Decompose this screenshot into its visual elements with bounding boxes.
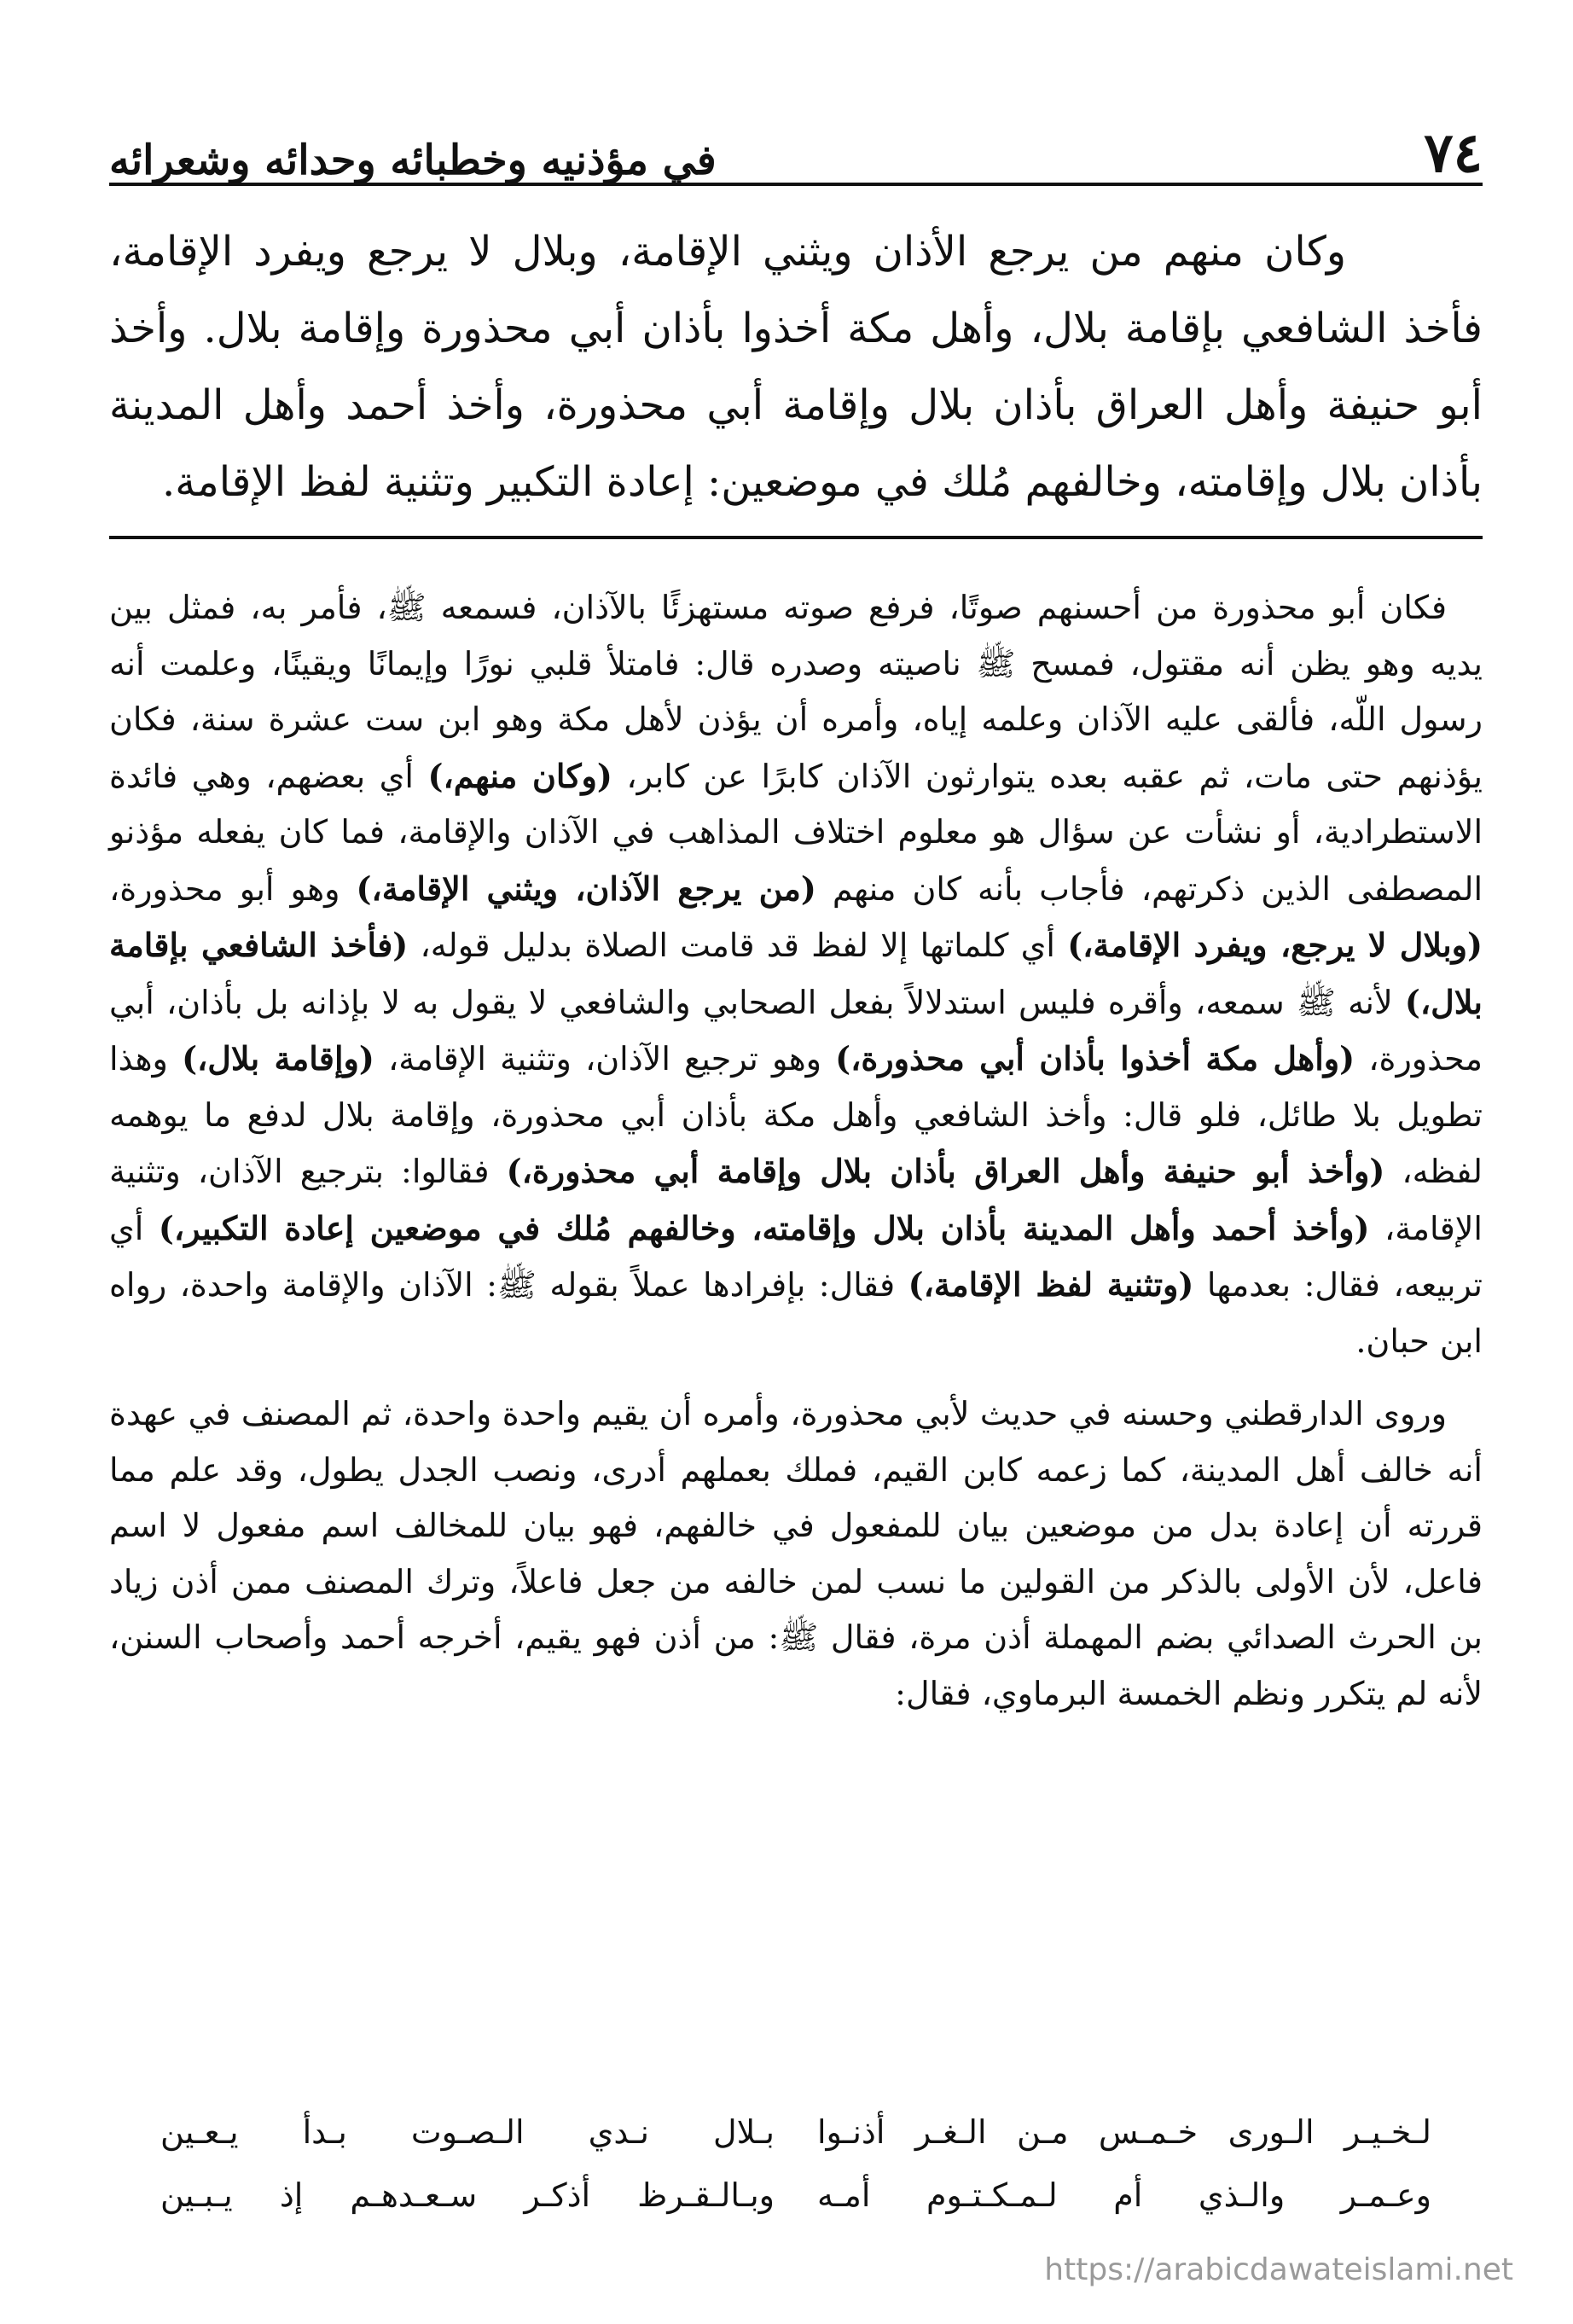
verse-1-second-hemistich: بـلال نـدي الـصـوت بـدأ يـعـين bbox=[160, 2113, 775, 2151]
commentary-segment: فقال: بإفرادها عملاً بقوله ﷺ: الآذان والإقامة واحدة، رواه ابن حبان. bbox=[109, 1266, 1483, 1360]
poem-verse-1 bbox=[109, 2100, 1483, 2164]
sharh-paragraph-2 bbox=[109, 1386, 1483, 1722]
quoted-matn-segment: (من يرجع الآذان، ويثني الإقامة،) bbox=[356, 869, 816, 908]
running-title: في مؤذنيه وخطبائه وحدائه وشعرائه bbox=[109, 137, 717, 184]
quoted-matn-segment: (وأهل مكة أخذوا بأذان أبي محذورة،) bbox=[835, 1039, 1355, 1078]
verse-2-first-hemistich: وعـمـر والـذي أم لـمـكـتـوم أمـه bbox=[817, 2176, 1431, 2214]
quoted-matn-segment: (وإقامة بلال،) bbox=[182, 1039, 374, 1078]
header-rule bbox=[109, 183, 1483, 186]
commentary-segment: أي بعضهم، وهي فائدة الاستطرادية، أو نشأت عن سؤال هو معلوم اختلاف المذاهب في الآذان والإقامة، فما كان يفعله مؤذنو المصطفى الذين ذكرتهم، فأجاب بأنه كان منهم bbox=[109, 757, 1483, 908]
verse-1-first-hemistich: لـخـيـر الـورى خـمـس مـن الـغـر أذنـوا bbox=[817, 2113, 1431, 2151]
commentary-segment: فقالوا: بترجيع الآذان، وتثنية الإقامة، bbox=[109, 1153, 1483, 1247]
quoted-matn-segment: (وبلال لا يرجع، ويفرد الإقامة،) bbox=[1067, 926, 1483, 964]
poem bbox=[109, 2100, 1483, 2227]
quoted-matn-segment: (فأخذ الشافعي بإقامة بلال،) bbox=[109, 926, 1483, 1021]
commentary-segment: أي تربيعه، فقال: بعدمها bbox=[109, 1209, 1483, 1304]
poem-verse-2 bbox=[109, 2164, 1483, 2227]
quoted-matn-segment: (وكان منهم،) bbox=[427, 756, 612, 795]
matn-text bbox=[109, 213, 1483, 520]
verse-2-second-hemistich: وبـالـقـرظ أذكـر سـعـدهـم إذ يـبـين bbox=[160, 2176, 775, 2214]
page-number: ٧٤ bbox=[1424, 121, 1483, 185]
quoted-matn-segment: (وأخذ أبو حنيفة وأهل العراق بأذان بلال وإقامة أبي محذورة،) bbox=[506, 1152, 1385, 1190]
matn-paragraph: وكان منهم من يرجع الأذان ويثني الإقامة، وبلال لا يرجع ويفرد الإقامة، فأخذ الشافعي بإقامة بلال، وأهل مكة أخذوا بأذان أبي محذورة وإقامة بلال. وأخذ أبو حنيفة وأهل العراق بأذان بلال وإقامة أبي محذورة، وأخذ أحمد وأهل المدينة بأذان بلال وإقامته، وخالفهم مُلك في موضعين: إعادة التكبير وتثنية لفظ الإقامة. bbox=[109, 228, 1483, 506]
commentary-segment: أي كلماتها إلا لفظ قد قامت الصلاة بدليل قوله، bbox=[408, 927, 1068, 964]
commentary-segment: وهو ترجيع الآذان، وتثنية الإقامة، bbox=[374, 1040, 836, 1078]
commentary-segment: فكان أبو محذورة من أحسنهم صوتًا، فرفع صوته مستهزئًا بالآذان، فسمعه ﷺ، فأمر به، فمثل بين يديه وهو يظن أنه مقتول، فمسح ﷺ ناصيته وصدره قال: فامتلأ قلبي نورًا وإيمانًا ويقينًا، وعلمت أنه رسول اللّه، فألقى عليه الآذان وعلمه إياه، وأمره أن يؤذن لأهل مكة وهو ابن ست عشرة سنة، فكان يؤذنهم حتى مات، ثم عقبه بعده يتوارثون الآذان كابرًا عن كابر، bbox=[109, 589, 1483, 795]
website-watermark: https://arabicdawateislami.net bbox=[1044, 2252, 1513, 2287]
sharh-text bbox=[109, 580, 1483, 1722]
sharh-paragraph-2-text: وروى الدارقطني وحسنه في حديث لأبي محذورة، وأمره أن يقيم واحدة واحدة، ثم المصنف في عهدة أنه خالف أهل المدينة، كما زعمه كابن القيم، فملك بعملهم أدرى، ونصب الجدل يطول، وقد علم مما قررته أن إعادة بدل من موضعين بيان للمفعول في خالفهم، فهو بيان للمخالف اسم مفعول لا اسم فاعل، لأن الأولى بالذكر من القولين ما نسب لمن خالفه من جعل فاعلاً، وترك المصنف ممن أذن زياد بن الحرث الصدائي بضم المهملة أذن مرة، فقال ﷺ: من أذن فهو يقيم، أخرجه أحمد وأصحاب السنن، لأنه لم يتكرر ونظم الخمسة البرماوي، فقال: bbox=[109, 1395, 1483, 1712]
commentary-segment: لأنه ﷺ سمعه، وأقره فليس استدلالاً بفعل الصحابي والشافعي لا يقول به لا بإذانه بل بأذان، أبي محذورة، bbox=[109, 983, 1483, 1078]
quoted-matn-segment: (وتثنية لفظ الإقامة،) bbox=[908, 1265, 1194, 1304]
matn-sharh-divider bbox=[109, 536, 1483, 539]
commentary-segment: وهو أبو محذورة، bbox=[109, 869, 357, 908]
commentary-segment: وهذا تطويل بلا طائل، فلو قال: وأخذ الشافعي وأهل مكة بأذان أبي محذورة، وإقامة بلال لدفع ما يوهمه لفظه، bbox=[109, 1040, 1483, 1190]
quoted-matn-segment: (وأخذ أحمد وأهل المدينة بأذان بلال وإقامته، وخالفهم مُلك في موضعين إعادة التكبير،) bbox=[158, 1208, 1370, 1247]
page-header bbox=[109, 78, 1483, 185]
sharh-paragraph-1 bbox=[109, 580, 1483, 1369]
